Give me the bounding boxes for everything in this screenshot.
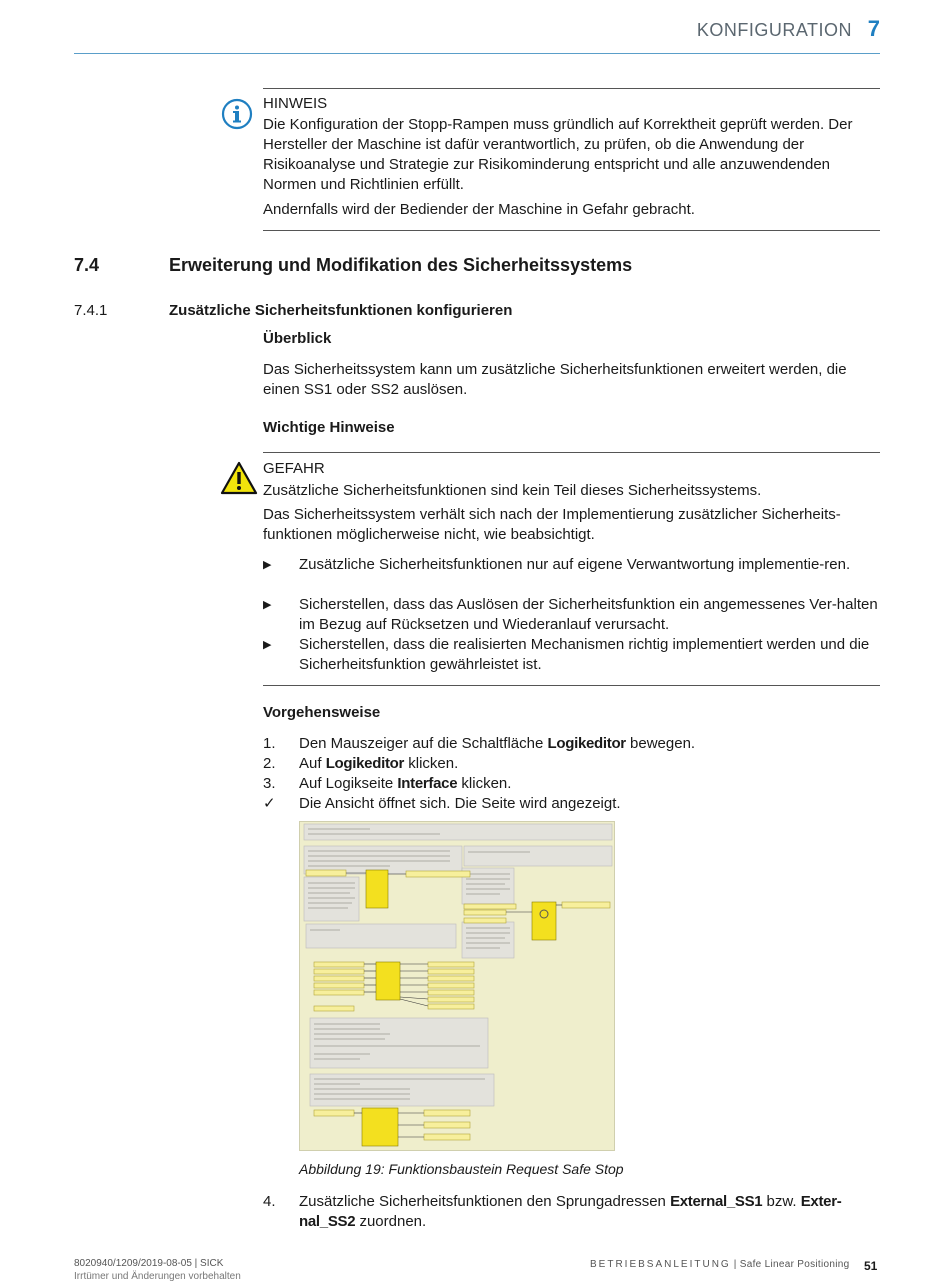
procedure-step [263, 774, 880, 794]
step-number: 3. [263, 775, 276, 792]
step-keyword: Logikeditor [547, 735, 626, 752]
overview-heading: Überblick [263, 330, 332, 347]
notice-top-rule [263, 88, 880, 89]
step-number: 2. [263, 755, 276, 772]
footer-doc-type-label: BETRIEBSANLEITUNG [590, 1259, 731, 1270]
bullet-text: Sicherstellen, dass das Auslösen der Sicherheitsfunktion ein angemessenes Ver-halten im Bezug auf Rücksetzen und Wiederanlauf verursacht. [299, 596, 878, 633]
subsection-number: 7.4.1 [74, 302, 108, 319]
bullet-arrow-icon: ▶ [263, 599, 272, 611]
step-text: Auf [299, 755, 326, 772]
checkmark-icon: ✓ [263, 795, 276, 812]
logic-diagram [300, 822, 615, 1151]
danger-paragraph: Das Sicherheitssystem verhält sich nach der Implementierung zusätzlicher Sicherheits-funktionen möglicherweise nicht, wie beabsichtigt. [263, 506, 841, 543]
step-text: Den Mauszeiger auf die Schaltfläche [299, 735, 548, 752]
header-rule [74, 53, 880, 54]
logic-editor-screenshot [299, 821, 615, 1151]
danger-bottom-rule [263, 685, 880, 686]
step-text: Die Ansicht öffnet sich. Die Seite wird angezeigt. [299, 795, 621, 812]
footer-product: | Safe Linear Positioning [730, 1259, 850, 1270]
list-item [263, 635, 880, 675]
overview-text: Das Sicherheitssystem kann um zusätzliche Sicherheitsfunktionen erweitert werden, die einen SS1 oder SS2 auslösen. [263, 361, 847, 398]
bullet-arrow-icon: ▶ [263, 559, 272, 571]
notice-paragraph-2: Andernfalls wird der Bediender der Maschine in Gefahr gebracht. [263, 201, 695, 218]
subsection-title: Zusätzliche Sicherheitsfunktionen konfigurieren [169, 302, 513, 319]
page-number: 51 [864, 1259, 878, 1273]
procedure-step [263, 1192, 880, 1232]
notice-paragraph-1: Die Konfiguration der Stopp-Rampen muss gründlich auf Korrektheit geprüft werden. Der Hersteller der Maschine ist dafür verantwortlich, zu prüfen, ob die Anwendung der Risikoanalyse und Strategie zur Risikominderung entspricht und alle anzuwendenden Normen und Richtlinien erfüllt. [263, 116, 853, 193]
bullet-arrow-icon: ▶ [263, 639, 272, 651]
info-icon [221, 98, 253, 135]
header-title: KONFIGURATION [696, 20, 852, 40]
step-text: bzw. [762, 1193, 801, 1210]
step-keyword: Logikeditor [325, 755, 405, 772]
footer-disclaimer: Irrtümer und Änderungen vorbehalten [74, 1271, 241, 1282]
step-text: klicken. [457, 775, 512, 792]
danger-line-1: Zusätzliche Sicherheitsfunktionen sind kein Teil dieses Sicherheitssystems. [263, 482, 762, 499]
step-keyword: External_SS1 [670, 1193, 763, 1210]
important-heading: Wichtige Hinweise [263, 419, 395, 436]
danger-top-rule [263, 452, 880, 453]
notice-bottom-rule [263, 230, 880, 231]
warning-triangle-icon [220, 461, 258, 500]
step-number: 1. [263, 735, 276, 752]
step-number: 4. [263, 1193, 276, 1210]
list-item [263, 595, 880, 635]
step-text: zuordnen. [355, 1213, 427, 1230]
procedure-result [263, 794, 880, 814]
section-number: 7.4 [74, 255, 100, 275]
danger-label: GEFAHR [263, 460, 325, 477]
step-text: bewegen. [625, 735, 696, 752]
notice-label: HINWEIS [263, 95, 328, 112]
figure-caption: Abbildung 19: Funktionsbaustein Request Safe Stop [299, 1161, 624, 1177]
step-text: Auf Logikseite [299, 775, 398, 792]
procedure-heading: Vorgehensweise [263, 704, 381, 721]
step-keyword: Exter-nal_SS2 [299, 1193, 842, 1230]
procedure-step [263, 734, 880, 754]
step-keyword: Interface [397, 775, 458, 792]
section-title: Erweiterung und Modifikation des Sicherheitssystems [169, 255, 633, 275]
footer-doc-id: 8020940/1209/2019-08-05 | SICK [74, 1258, 224, 1269]
step-text: klicken. [404, 755, 459, 772]
bullet-text: Zusätzliche Sicherheitsfunktionen nur auf eigene Verwantwortung implementie-ren. [299, 556, 851, 573]
bullet-text: Sicherstellen, dass die realisierten Mechanismen richtig implementiert werden und die Sicherheitsfunktion gewährleistet ist. [299, 636, 870, 673]
step-text: Zusätzliche Sicherheitsfunktionen den Sprungadressen [299, 1193, 671, 1210]
chapter-number: 7 [867, 16, 880, 41]
list-item [263, 555, 880, 575]
footer-doc-type [590, 1259, 850, 1270]
procedure-step [263, 754, 880, 774]
